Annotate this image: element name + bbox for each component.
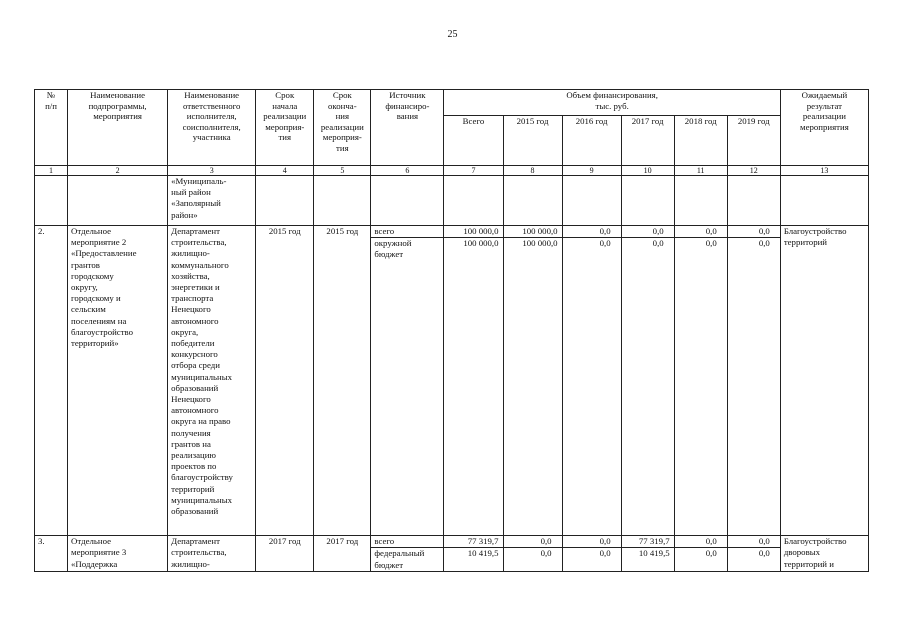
row-source: всего (371, 226, 444, 238)
row-2018: 0,0 (674, 548, 727, 571)
column-number: 4 (256, 166, 314, 176)
column-number: 8 (503, 166, 562, 176)
header-2015: 2015 год (503, 116, 562, 166)
column-number: 10 (621, 166, 674, 176)
row-2015: 100 000,0 (503, 226, 562, 238)
page-number: 25 (447, 29, 458, 40)
financing-table (34, 89, 869, 572)
row-2015: 100 000,0 (503, 238, 562, 536)
header-2017: 2017 год (621, 116, 674, 166)
row-2019: 0,0 (727, 226, 780, 238)
header-total: Всего (444, 116, 503, 166)
table-row (35, 536, 869, 548)
header-2019: 2019 год (727, 116, 780, 166)
row-2016: 0,0 (562, 536, 621, 548)
table-row (35, 226, 869, 238)
row-end: 2017 год (314, 536, 371, 572)
header-result: Ожидаемый результат реализации мероприятия (780, 90, 868, 166)
column-number: 13 (780, 166, 868, 176)
row-total: 100 000,0 (444, 226, 503, 238)
header-executor: Наименование ответственного исполнителя, соисполнителя, участника (168, 90, 256, 166)
column-number: 2 (68, 166, 168, 176)
header-source: Источник финансиро- вания (371, 90, 444, 166)
header-end: Срок оконча- ния реализации мероприя- тия (314, 90, 371, 166)
column-number: 6 (371, 166, 444, 176)
row-2018: 0,0 (674, 238, 727, 536)
row-total: 100 000,0 (444, 238, 503, 536)
continuation-row (35, 176, 869, 226)
row-source: федеральный бюджет (371, 548, 444, 571)
continuation-executor: «Муниципаль- ный район «Заполярный район» (168, 176, 256, 226)
column-number: 7 (444, 166, 503, 176)
row-2019: 0,0 (727, 536, 780, 548)
row-2019: 0,0 (727, 548, 780, 571)
column-number: 3 (168, 166, 256, 176)
column-number: 1 (35, 166, 68, 176)
row-2017: 0,0 (621, 226, 674, 238)
row-start: 2015 год (256, 226, 314, 536)
row-result: Благоустройство территорий (780, 226, 868, 536)
row-2016: 0,0 (562, 548, 621, 571)
header-2016: 2016 год (562, 116, 621, 166)
column-number: 12 (727, 166, 780, 176)
row-name: Отдельное мероприятие 3 «Поддержка (68, 536, 168, 572)
row-source: окружной бюджет (371, 238, 444, 536)
row-name: Отдельное мероприятие 2 «Предоставление грантов городскому округу, городскому и сельским поселениям на благоустройство территорий» (68, 226, 168, 536)
header-2018: 2018 год (674, 116, 727, 166)
column-number-row (35, 166, 869, 176)
header-start: Срок начала реализации мероприя- тия (256, 90, 314, 166)
row-total: 10 419,5 (444, 548, 503, 571)
row-total: 77 319,7 (444, 536, 503, 548)
row-2017: 10 419,5 (621, 548, 674, 571)
row-result: Благоустройство дворовых территорий и (780, 536, 868, 572)
row-executor: Департамент строительства, жилищно- коммунального хозяйства, энергетики и транспорта Ненецкого автономного округа, победители конкурсного отбора среди муниципальных образований Ненецкого автономного округа на право получения грантов на реализацию проектов по благоустройству территорий муниципальных образований (168, 226, 256, 536)
row-2015: 0,0 (503, 548, 562, 571)
row-end: 2015 год (314, 226, 371, 536)
row-2017: 0,0 (621, 238, 674, 536)
header-num: № п/п (35, 90, 68, 166)
row-2019: 0,0 (727, 238, 780, 536)
column-number: 11 (674, 166, 727, 176)
header-name: Наименование подпрограммы, мероприятия (68, 90, 168, 166)
row-executor: Департамент строительства, жилищно- (168, 536, 256, 572)
header-row-1 (35, 90, 869, 116)
header-financing-group: Объем финансирования, тыс. руб. (444, 90, 780, 116)
row-2017: 77 319,7 (621, 536, 674, 548)
column-number: 9 (562, 166, 621, 176)
row-source: всего (371, 536, 444, 548)
row-2016: 0,0 (562, 226, 621, 238)
row-num: 3. (35, 536, 68, 572)
row-2018: 0,0 (674, 226, 727, 238)
row-2018: 0,0 (674, 536, 727, 548)
row-2015: 0,0 (503, 536, 562, 548)
row-num: 2. (35, 226, 68, 536)
row-2016: 0,0 (562, 238, 621, 536)
column-number: 5 (314, 166, 371, 176)
row-start: 2017 год (256, 536, 314, 572)
